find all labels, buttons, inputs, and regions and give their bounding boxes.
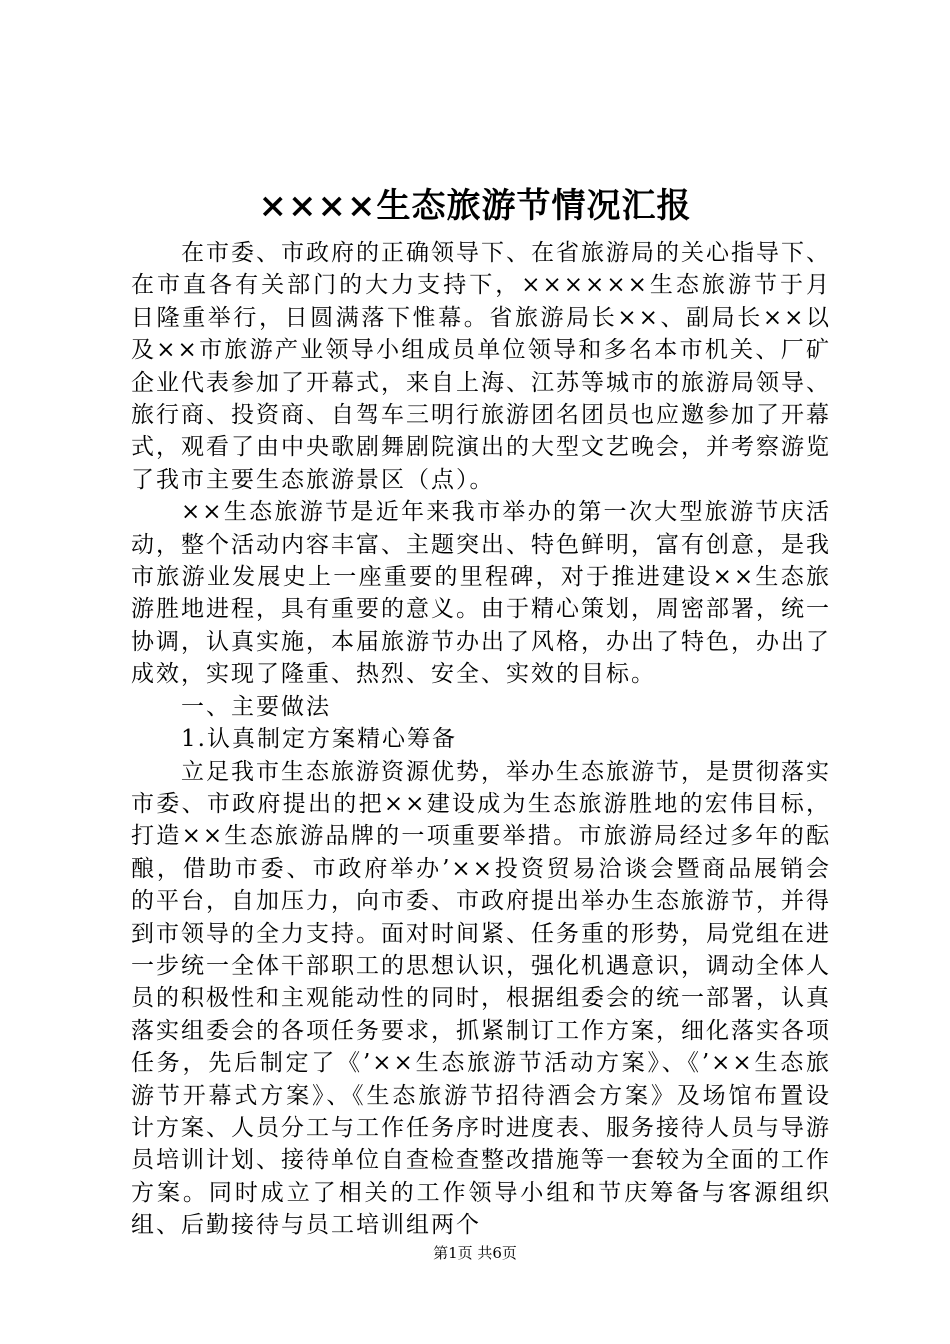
paragraph-intro: 在市委、市政府的正确领导下、在省旅游局的关心指导下、在市直各有关部门的大力支持下，××××××生态旅游节于月日隆重举行，日圆满落下惟幕。省旅游局长××、副局长××以及××市旅游产业领导小组成员单位领导和多名本市机关、厂矿企业代表参加了开幕式，来自上海、江苏等城市的旅游局领导、旅行商、投资商、自驾车三明行旅游团名团员也应邀参加了开幕式，观看了由中央歌剧舞剧院演出的大型文艺晚会，并考察游览了我市主要生态旅游景区（点）。 — [131, 240, 831, 493]
paragraph-summary: ××生态旅游节是近年来我市举办的第一次大型旅游节庆活动，整个活动内容丰富、主题突出、特色鲜明，富有创意，是我市旅游业发展史上一座重要的里程碑，对于推进建设××生态旅游胜地进程，具有重要的意义。由于精心策划，周密部署，统一协调，认真实施，本届旅游节办出了风格，办出了特色，办出了成效，实现了隆重、热烈、安全、实效的目标。 — [131, 499, 831, 688]
document-title: ××××生态旅游节情况汇报 — [258, 186, 692, 226]
paragraph-planning: 立足我市生态旅游资源优势，举办生态旅游节，是贯彻落实市委、市政府提出的把××建设成为生态旅游胜地的宏伟目标，打造××生态旅游品牌的一项重要举措。市旅游局经过多年的酝酿，借助市委、市政府举办’××投资贸易洽谈会暨商品展销会的平台，自加压力，向市委、市政府提出举办生态旅游节，并得到市领导的全力支持。面对时间紧、任务重的形势，局党组在进一步统一全体干部职工的思想认识，强化机遇意识，调动全体人员的积极性和主观能动性的同时，根据组委会的统一部署，认真落实组委会的各项任务要求，抓紧制订工作方案，细化落实各项任务，先后制定了《’××生态旅游节活动方案》、《’××生态旅游节开幕式方案》、《生态旅游节招待酒会方案》及场馆布置设计方案、人员分工与工作任务序时进度表、服务接待人员与导游员培训计划、接待单位自查检查整改措施等一套较为全面的工作方案。同时成立了相关的工作领导小组和节庆筹备与客源组织组、后勤接待与员工培训组两个 — [131, 758, 831, 1239]
section-heading-main-practices: 一、主要做法 — [181, 693, 331, 720]
page-footer: 第1页 共6页 — [433, 1244, 517, 1262]
document-body — [131, 237, 831, 1242]
subsection-heading-planning: 1.认真制定方案精心筹备 — [181, 726, 457, 753]
